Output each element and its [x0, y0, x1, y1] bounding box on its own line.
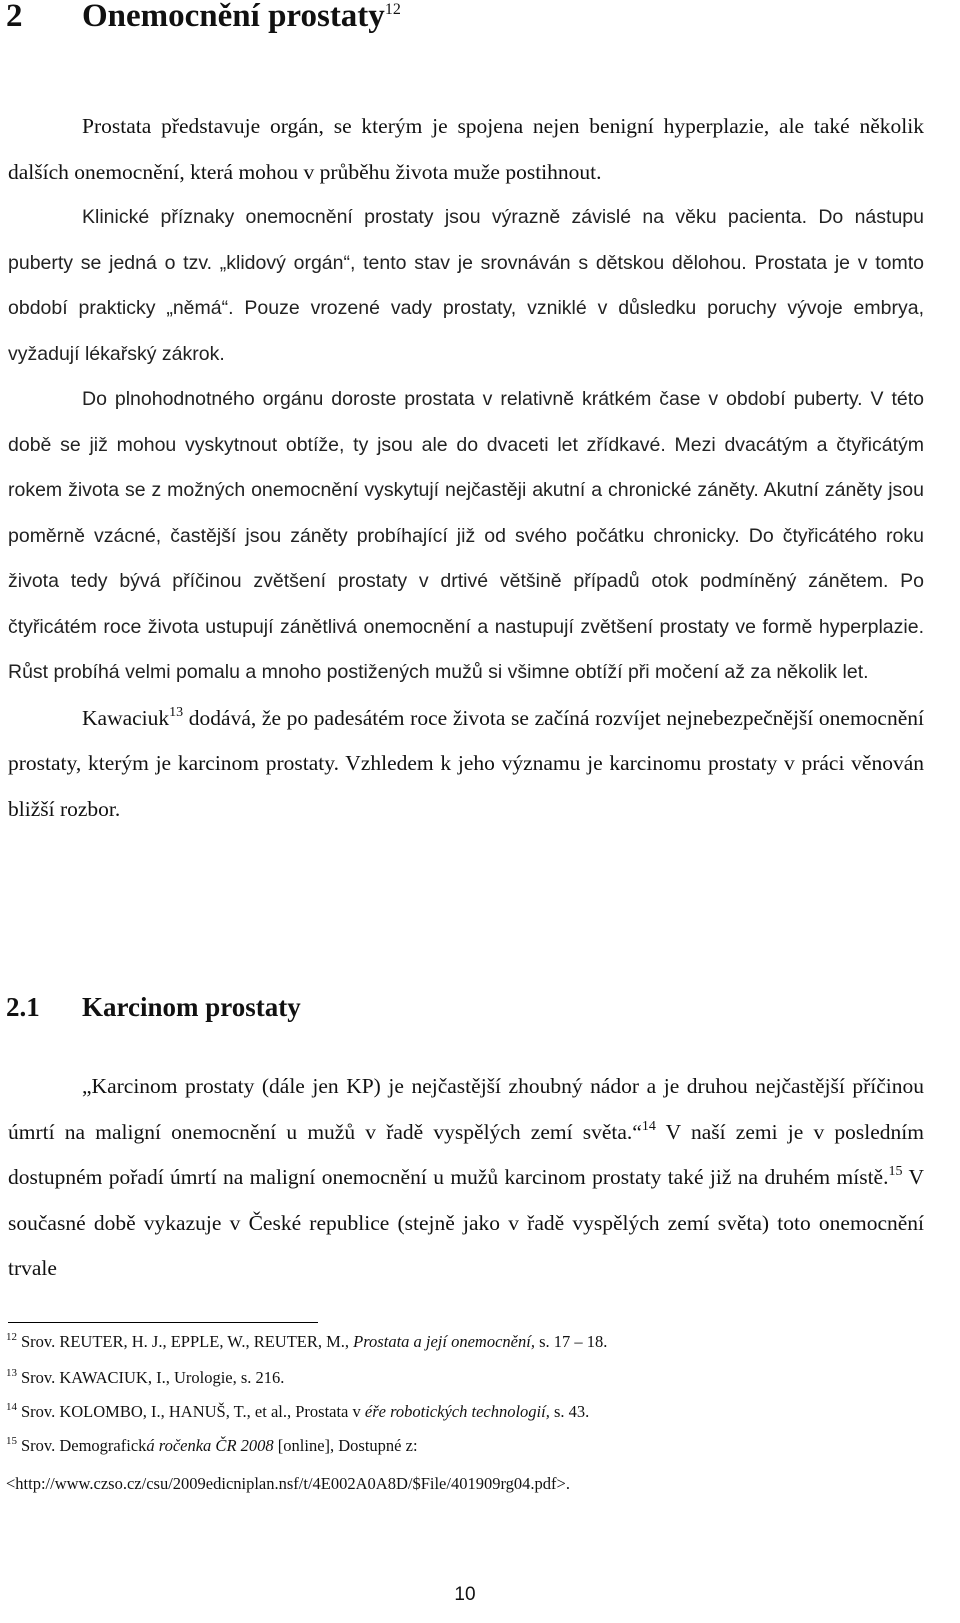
- chapter-title: Onemocnění prostaty: [82, 0, 385, 34]
- footnote-12: [6, 1332, 607, 1352]
- intro-paragraph-4-text: dodává, že po padesátém roce života se začíná rozvíjet nejnebezpečnější onemocnění prostaty, kterým je karcinom prostaty. Vzhledem k jeho významu je karcinomu prostaty v práci věnován bližší rozbor.: [8, 705, 924, 821]
- footnote-15: [6, 1436, 418, 1456]
- chapter-footnote-ref[interactable]: 12: [384, 1, 401, 18]
- author-name: Kawaciuk: [82, 705, 170, 730]
- footnote-number: 12: [6, 1331, 17, 1343]
- footnote-number: 14: [6, 1401, 17, 1413]
- footnote-text: Srov. KAWACIUK, I., Urologie, s. 216.: [21, 1368, 285, 1387]
- section-body: [8, 1064, 924, 1292]
- section-paragraph-1: [8, 1064, 924, 1292]
- section-number: 2.1: [6, 992, 40, 1022]
- footnote-number: 13: [6, 1367, 17, 1379]
- footnote-text: Srov. Demografick: [21, 1436, 147, 1455]
- section-text-c: V současné době vykazuje v České republice (stejně jako v řadě vyspělých zemí světa) toto onemocnění trvale: [8, 1165, 924, 1280]
- footnote-number: 15: [6, 1435, 17, 1447]
- intro-paragraph-3: Do plnohodnotného orgánu doroste prostata v relativně krátkém čase v období puberty. V této době se již mohou vyskytnout obtíže, ty jsou ale do dvaceti let zřídkavé. Mezi dvacátým a čtyřicátým rokem života se z možných onemocnění vyskytují nejčastěji akutní a chronické záněty. Akutní záněty jsou poměrně vzácné, častější jsou záněty probíhající již od svého počátku chronicky. Do čtyřicátého roku života tedy bývá příčinou zvětšení prostaty v drtivé většině případů otok podmíněný zánětem. Po čtyřicátém roce života ustupují zánětlivá onemocnění a nastupují zvětšení prostaty ve formě hyperplazie. Růst probíhá velmi pomalu a mnoho postižených mužů si všimne obtíží při močení až za několik let.: [8, 388, 924, 683]
- footnote-title: á ročenka ČR 2008: [146, 1436, 274, 1455]
- footnote-pages: [online], Dostupné z:: [273, 1436, 418, 1455]
- footnote-ref-15[interactable]: 15: [888, 1164, 903, 1179]
- footnote-pages: s. 17 – 18.: [534, 1332, 608, 1351]
- footnote-pages: s. 43.: [549, 1402, 590, 1421]
- section-heading: [6, 992, 301, 1023]
- footnote-ref-14[interactable]: 14: [641, 1118, 656, 1134]
- chapter-heading: [6, 0, 401, 35]
- chapter-number: 2: [6, 0, 23, 34]
- section-title: Karcinom prostaty: [82, 992, 301, 1022]
- page-number: 10: [454, 1584, 476, 1605]
- intro-paragraph-2: Klinické příznaky onemocnění prostaty jsou výrazně závislé na věku pacienta. Do nástupu puberty se jedná o tzv. „klidový orgán“, tento stav je srovnáván s dětskou dělohou. Prostata je v tomto období prakticky „němá“. Pouze vrozené vady prostaty, vzniklé v důsledku poruchy vývoje embrya, vyžadují lékařský zákrok.: [8, 206, 924, 365]
- footnote-title: éře robotických technologií,: [364, 1402, 550, 1421]
- footnote-text: Srov. REUTER, H. J., EPPLE, W., REUTER, M.,: [21, 1332, 354, 1351]
- footnote-url[interactable]: <http://www.czso.cz/csu/2009edicniplan.nsf/t/4E002A0A8D/$File/401909rg04.pdf>.: [6, 1474, 570, 1493]
- footnote-title: Prostata a její onemocnění,: [353, 1332, 535, 1351]
- footnote-text: Srov. KOLOMBO, I., HANUŠ, T., et al., Prostata v: [21, 1402, 365, 1421]
- intro-body: [8, 104, 924, 832]
- section-text-b: V naší zemi je v posledním dostupném pořadí úmrtí na maligní onemocnění u mužů karcinom prostaty také již na druhém místě.: [8, 1119, 924, 1189]
- section-quote: „Karcinom prostaty (dále jen KP) je nejčastější zhoubný nádor a je druhou nejčastější příčinou úmrtí na maligní onemocnění u mužů v řadě vyspělých zemí světa.“: [8, 1074, 924, 1144]
- footnote-14: [6, 1402, 589, 1422]
- footnote-ref-13[interactable]: 13: [169, 704, 184, 720]
- intro-paragraph-1: Prostata představuje orgán, se kterým je spojena nejen benigní hyperplazie, ale také několik dalších onemocnění, která mohou v průběhu života muže postihnout.: [8, 114, 924, 184]
- intro-paragraph-4: [8, 696, 924, 833]
- footnote-separator: [8, 1322, 318, 1323]
- footnote-13: [6, 1368, 284, 1388]
- footnote-15-url[interactable]: [6, 1474, 570, 1494]
